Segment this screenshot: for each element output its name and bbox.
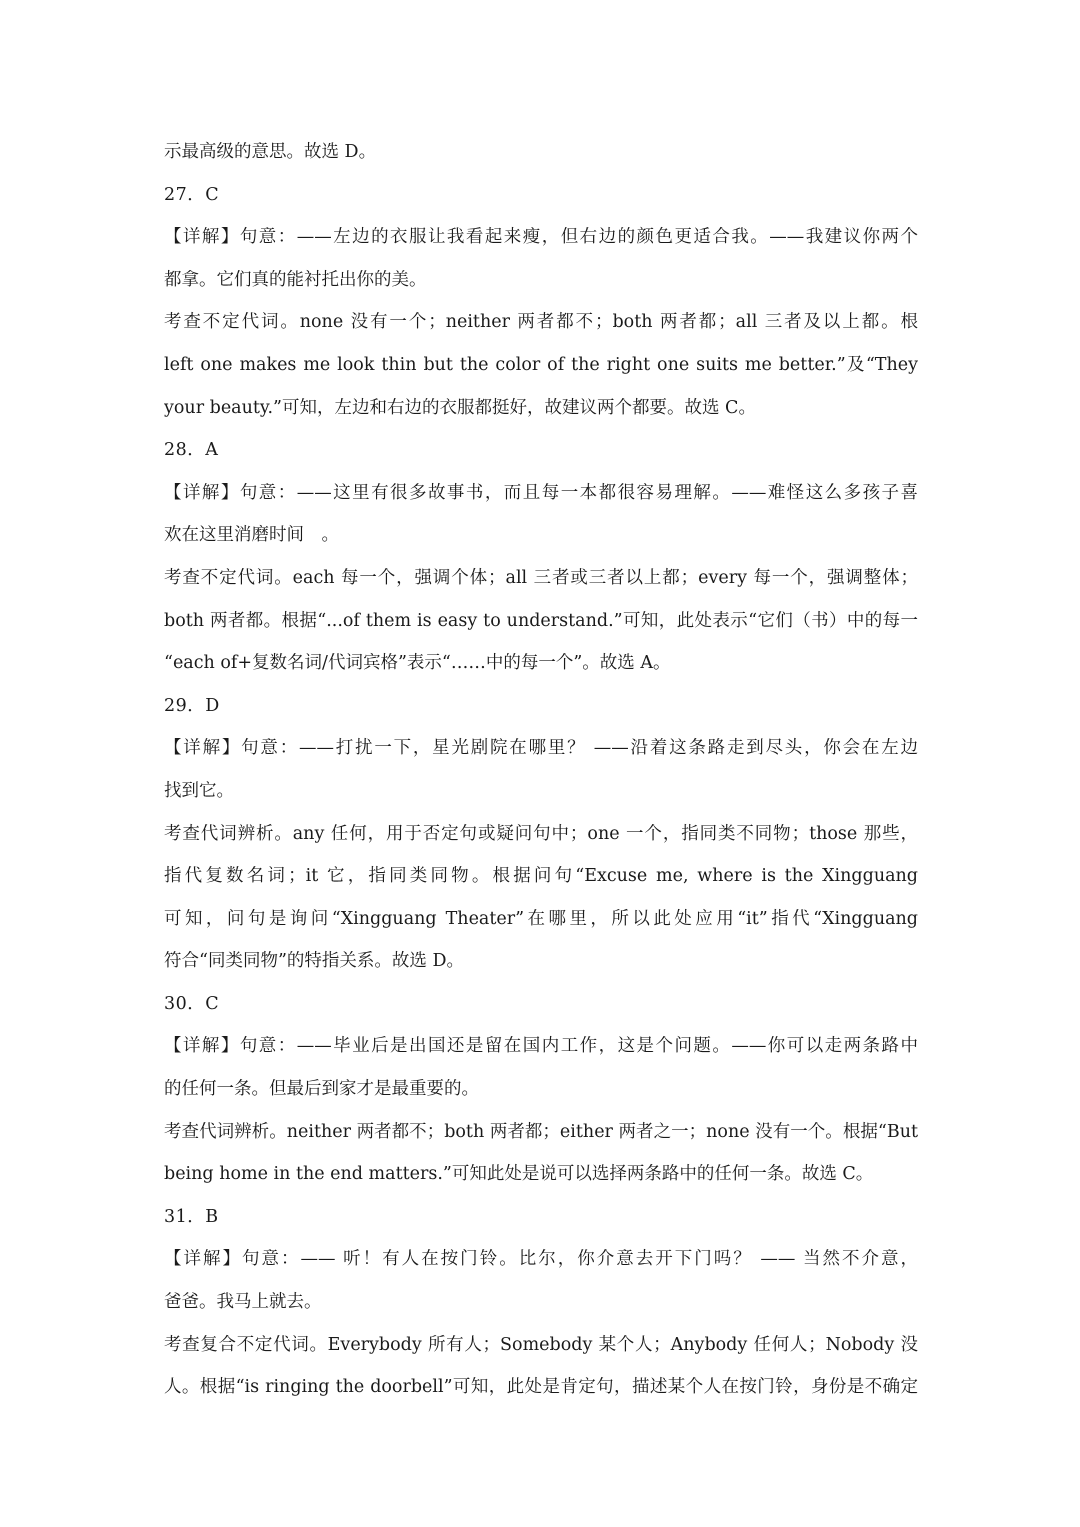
text-line: 【详解】句意：—— 听！有人在按门铃。比尔，你介意去开下门吗？ —— 当然不介意， <box>164 1249 918 1270</box>
text-line: 考查不定代词。none 没有一个；neither 两者都不；both 两者都；all 三者及以上都。根 <box>164 312 918 333</box>
answer-heading: 29．D <box>164 695 220 716</box>
answer-heading: 30．C <box>164 993 220 1014</box>
answer-heading: 27．C <box>164 184 220 205</box>
text-line: 【详解】句意：——左边的衣服让我看起来瘦，但右边的颜色更适合我。——我建议你两个 <box>164 227 918 248</box>
text-line: your beauty.”可知，左边和右边的衣服都挺好，故建议两个都要。故选 C。 <box>164 397 756 418</box>
text-line: 欢在这里消磨时间 。 <box>164 525 339 546</box>
text-line: 都拿。它们真的能衬托出你的美。 <box>164 269 427 290</box>
answer-heading: 28．A <box>164 440 219 461</box>
text-line: 爸爸。我马上就去。 <box>164 1292 322 1313</box>
text-line: 找到它。 <box>164 780 234 801</box>
text-line: 的任何一条。但最后到家才是最重要的。 <box>164 1079 479 1100</box>
text-line: 考查代词辨析。neither 两者都不；both 两者都；either 两者之一；none 没有一个。根据“But <box>164 1121 918 1142</box>
text-line: 考查复合不定代词。Everybody 所有人；Somebody 某个人；Anybody 任何人；Nobody 没 <box>164 1334 918 1355</box>
text-line: 人。根据“is ringing the doorbell”可知，此处是肯定句，描述某个人在按门铃，身份是不确定 <box>164 1377 918 1398</box>
text-line: 符合“同类同物”的特指关系。故选 D。 <box>164 951 464 972</box>
text-line: 【详解】句意：——打扰一下，星光剧院在哪里？ ——沿着这条路走到尽头，你会在左边 <box>164 738 918 759</box>
text-line: 考查不定代词。each 每一个，强调个体；all 三者或三者以上都；every 每一个，强调整体； <box>164 567 918 588</box>
text-line: both 两者都。根据“...of them is easy to understand.”可知，此处表示“它们（书）中的每一 <box>164 610 918 631</box>
text-line: 可知，问句是询问“Xingguang Theater”在哪里，所以此处应用“it”指代“Xingguang <box>164 908 918 929</box>
text-line: 示最高级的意思。故选 D。 <box>164 142 377 162</box>
text-line: 【详解】句意：——这里有很多故事书，而且每一本都很容易理解。——难怪这么多孩子喜 <box>164 482 918 503</box>
text-line: being home in the end matters.”可知此处是说可以选择两条路中的任何一条。故选 C。 <box>164 1164 874 1185</box>
text-line: “each of+复数名词/代词宾格”表示“……中的每一个”。故选 A。 <box>164 653 671 674</box>
text-line: 【详解】句意：——毕业后是出国还是留在国内工作，这是个问题。——你可以走两条路中 <box>164 1036 918 1057</box>
document-page <box>164 131 918 1409</box>
answer-heading: 31．B <box>164 1206 219 1227</box>
text-line: 指代复数名词；it 它，指同类同物。根据问句“Excuse me, where is the Xingguang <box>164 866 918 887</box>
text-line: 考查代词辨析。any 任何，用于否定句或疑问句中；one 一个，指同类不同物；those 那些， <box>164 823 918 844</box>
text-line: left one makes me look thin but the color of the right one suits me better.”及“They <box>164 354 918 375</box>
